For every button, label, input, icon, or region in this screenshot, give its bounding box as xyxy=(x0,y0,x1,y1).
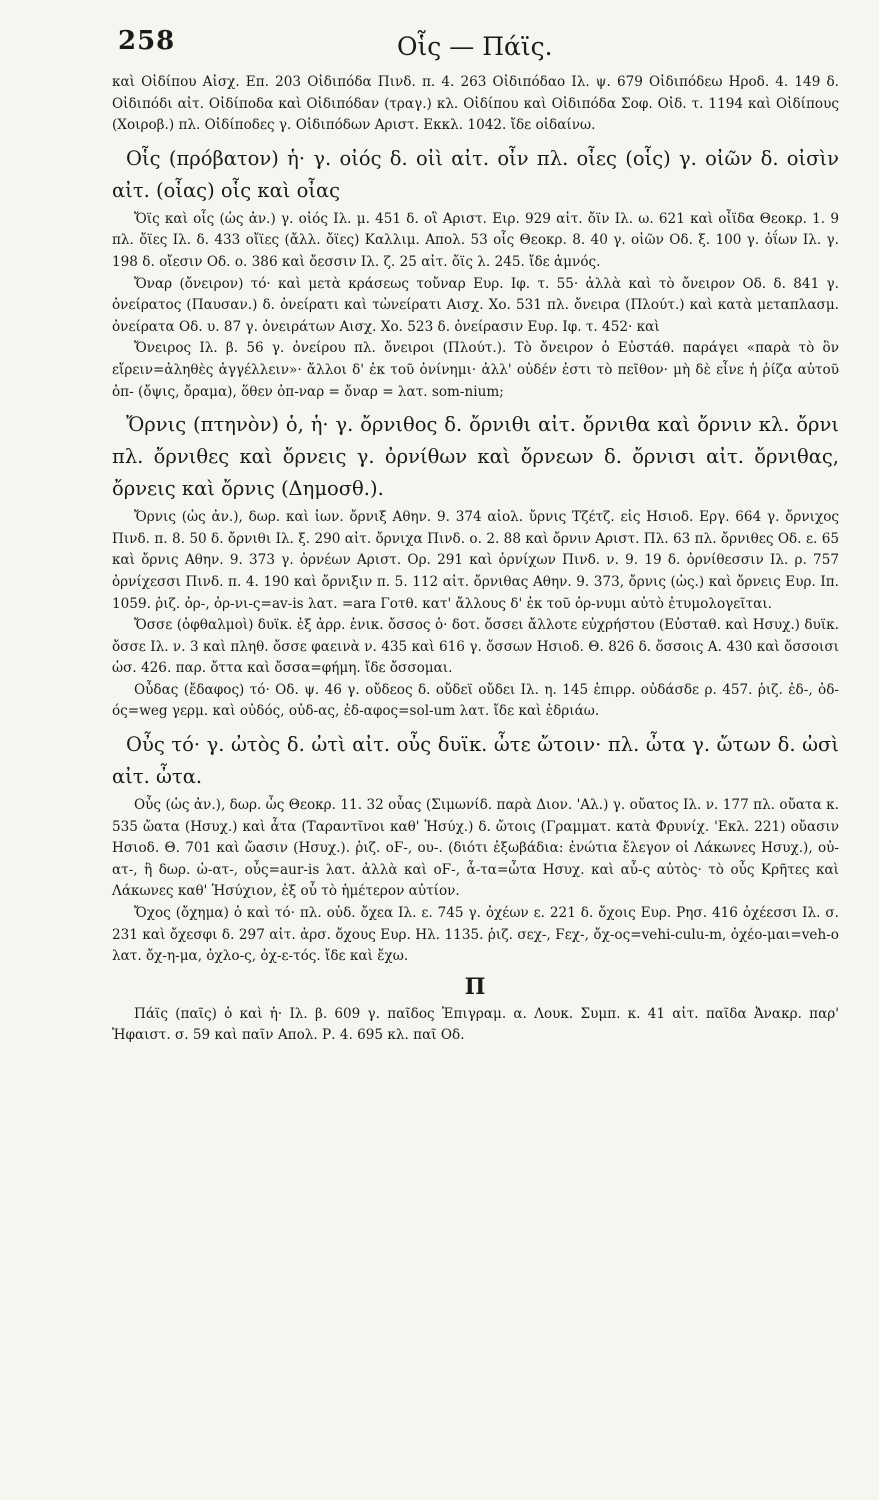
entry-ous-forms: Οὖς (ὡς ἀν.), δωρ. ὦς Θεοκρ. 11. 32 οὖας (Σιμωνίδ. παρὰ Διον. 'Αλ.) γ. οὔατος Ιλ. ν. 177 πλ. οὔατα κ. 535 ὤατα (Ησυχ.) καὶ ἆτα (Ταραντῖνοι καθ' Ἡσύχ.) δ. ὤτοις (Γραμματ. κατὰ Φρυνίχ. 'Εκλ. 221) οὔασιν Ησιοδ. Θ. 701 καὶ ὤασιν (Ησυχ.). ῥιζ. οϜ-, ου-. (διότι ἐξωβάδια: ἐνώτια ἔλεγον οἱ Λάκωνες Ησυχ.), οὐ-ατ-, ἣ δωρ. ὠ-ατ-, οὖς=aur-is λατ. ἀλλὰ καὶ οϜ-, ἆ-τα=ὦτα Ησυχ. καὶ αὖ-ς αὐτὸς· τὸ οὖς Κρῆτες καὶ Λάκωνες καθ' Ἡσύχιον, ἐξ οὗ τὸ ἡμέτερον αὐτίον. xyxy=(112,797,839,900)
section-letter-pi: Π xyxy=(464,973,487,1000)
running-head: Οἷς — Πάϊς. xyxy=(397,32,553,61)
entry-pais: Πάϊς (παῖς) ὁ καὶ ἡ· Ιλ. β. 609 γ. παῖδος Ἐπιγραμ. α. Λουκ. Συμπ. κ. 41 αἰτ. παῖδα Ἀνακρ. παρ' Ἡφαιστ. σ. 59 καὶ παῖν Απολ. Ρ. 4. 695 κλ. παῖ Οδ. xyxy=(112,1005,839,1044)
entry-ornis-forms: Ὄρνις (ὡς ἀν.), δωρ. καὶ ἰων. ὄρνιξ Αθην. 9. 374 αἰολ. ὔρνις Τζέτζ. εἰς Ησιοδ. Εργ. 664 γ. ὄρνιχος Πινδ. π. 8. 50 δ. ὄρνιθι Ιλ. ξ. 290 αἰτ. ὄρνιχα Πινδ. ο. 2. 88 καὶ ὄρνιν Αριστ. Πλ. 63 πλ. ὄρνιθες Οδ. ε. 65 καὶ ὄρνις Αθην. 9. 373 γ. ὀρνέων Αριστ. Ορ. 291 καὶ ὀρνίχων Πινδ. ν. 9. 19 δ. ὀρνίθεσσιν Ιλ. ρ. 757 ὀρνίχεσσι Πινδ. π. 4. 190 καὶ ὄρνιξιν π. 5. 112 αἰτ. ὄρνιθας Αθην. 9. 373, ὄρνις (ὡς.) καὶ ὄρνεις Ευρ. Ιπ. 1059. ῥιζ. ὀρ-, ὀρ-νι-ς=av-is λατ. =ara Γοτθ. κατ' ἄλλους δ' ἐκ τοῦ ὀρ-νυμι αὐτὸ ἐτυμολογεῖται. xyxy=(112,509,839,612)
page-header xyxy=(112,26,839,70)
page-number: 258 xyxy=(118,26,176,56)
entry-continuation-oidipous: καὶ Οἰδίπου Αἰσχ. Επ. 203 Οἰδιπόδα Πινδ. π. 4. 263 Οἰδιπόδαο Ιλ. ψ. 679 Οἰδιπόδεω Ηροδ. 4. 149 δ. Οἰδιπόδι αἰτ. Οἰδίποδα καὶ Οἰδιπόδαν (τραγ.) κλ. Οἰδίπου καὶ Οἰδιπόδα Σοφ. Οἰδ. τ. 1194 καὶ Οἰδίπους (Χοιροβ.) πλ. Οἰδίποδες γ. Οἰδιπόδων Αριστ. Εκκλ. 1042. ἴδε οἰδαίνω. xyxy=(112,74,839,134)
headword-ous: Οὖς τό· γ. ὠτὸς δ. ὠτὶ αἰτ. οὖς δυϊκ. ὦτε ὤτοιν· πλ. ὦτα γ. ὤτων δ. ὠσὶ αἰτ. ὦτα. xyxy=(112,733,839,789)
headword-ornis: Ὄρνις (πτηνὸν) ὁ, ἡ· γ. ὄρνιθος δ. ὄρνιθι αἰτ. ὄρνιθα καὶ ὄρνιν κλ. ὄρνι πλ. ὄρνιθες καὶ ὄρνεις γ. ὀρνίθων καὶ ὄρνεων δ. ὄρνισι αἰτ. ὄρνιθας, ὄρνεις καὶ ὄρνις (Δημοσθ.). xyxy=(112,413,839,501)
headword-ois: Οἷς (πρόβατον) ἡ· γ. οἰός δ. οἰὶ αἰτ. οἶν πλ. οἶες (οἷς) γ. οἰῶν δ. οἰσὶν αἰτ. (οἶας) οἷς καὶ οἶας xyxy=(112,146,839,202)
entry-osse: Ὄσσε (ὀφθαλμοὶ) δυϊκ. ἐξ ἀρρ. ἑνικ. ὄσσος ὁ· δοτ. ὄσσει ἄλλοτε εὐχρήστου (Εὐσταθ. καὶ Ησυχ.) δυϊκ. ὄσσε Ιλ. ν. 3 καὶ πληθ. ὄσσε φαεινὰ ν. 435 καὶ 616 γ. ὄσσων Ησιοδ. Θ. 826 δ. ὄσσοις Α. 430 καὶ ὄσσοισι ὡσ. 426. παρ. ὄττα καὶ ὄσσα=φήμη. ἴδε ὄσσομαι. xyxy=(112,617,839,677)
dictionary-body xyxy=(112,72,839,1047)
entry-onar: Ὄναρ (ὄνειρον) τό· καὶ μετὰ κράσεως τοὔναρ Ευρ. Ιφ. τ. 55· ἀλλὰ καὶ τὸ ὄνειρον Οδ. δ. 841 γ. ὀνείρατος (Παυσαν.) δ. ὀνείρατι καὶ τὠνείρατι Αισχ. Χο. 531 πλ. ὄνειρα (Πλούτ.) καὶ κατὰ μεταπλασμ. ὀνείρατα Οδ. υ. 87 γ. ὀνειράτων Αισχ. Χο. 523 δ. ὀνείρασιν Ευρ. Ιφ. τ. 452· καὶ xyxy=(112,275,839,335)
entry-ois-forms: Ὄϊς καὶ οἷς (ὡς ἀν.) γ. οἰός Ιλ. μ. 451 δ. οἲ Αριστ. Ειρ. 929 αἰτ. ὄϊν Ιλ. ω. 621 καὶ οἶϊδα Θεοκρ. 1. 9 πλ. ὄϊες Ιλ. δ. 433 οἴϊες (ἄλλ. ὄϊες) Καλλιμ. Απολ. 53 οἷς Θεοκρ. 8. 40 γ. οἰῶν Οδ. ξ. 100 γ. ὀΐων Ιλ. γ. 198 δ. οἴεσιν Οδ. ο. 386 καὶ ὄεσσιν Ιλ. ζ. 25 αἰτ. ὄϊς λ. 245. ἴδε ἀμνός. xyxy=(112,210,839,270)
entry-oneiros: Ὄνειρος Ιλ. β. 56 γ. ὀνείρου πλ. ὄνειροι (Πλούτ.). Τὸ ὄνειρον ὁ Εὐστάθ. παράγει «παρὰ τὸ ὂν εἴρειν=ἀληθὲς ἀγγέλλειν»· ἄλλοι δ' ἐκ τοῦ ὀνίνημι· ἀλλ' οὐδέν ἐστι τὸ πεῖθον· μὴ δὲ εἶνε ἡ ῥίζα αὐτοῦ ὀπ- (ὄψις, ὄραμα), ὅθεν ὀπ-ναρ = ὄναρ = λατ. som-nium; xyxy=(112,340,839,400)
entry-oudas: Οὖδας (ἔδαφος) τό· Οδ. ψ. 46 γ. οὔδεος δ. οὔδεϊ οὔδει Ιλ. η. 145 ἐπιρρ. οὐδάσδε ρ. 457. ῥιζ. ἐδ-, ὀδ-ός=weg γερμ. καὶ οὐδός, οὐδ-ας, ἐδ-αφος=sol-um λατ. ἴδε καὶ ἑδριάω. xyxy=(112,681,839,720)
entry-ochos: Ὄχος (ὄχημα) ὁ καὶ τό· πλ. οὐδ. ὄχεα Ιλ. ε. 745 γ. ὀχέων ε. 221 δ. ὄχοις Ευρ. Ρησ. 416 ὀχέεσσι Ιλ. σ. 231 καὶ ὄχεσφι δ. 297 αἰτ. ἀρσ. ὄχους Ευρ. Ηλ. 1135. ῥιζ. σεχ-, Ϝεχ-, ὄχ-ος=vehi-culu-m, ὀχέο-μαι=veh-o λατ. ὄχ-η-μα, ὀχλο-ς, ὀχ-ε-τός. ἴδε καὶ ἔχω. xyxy=(112,905,839,965)
